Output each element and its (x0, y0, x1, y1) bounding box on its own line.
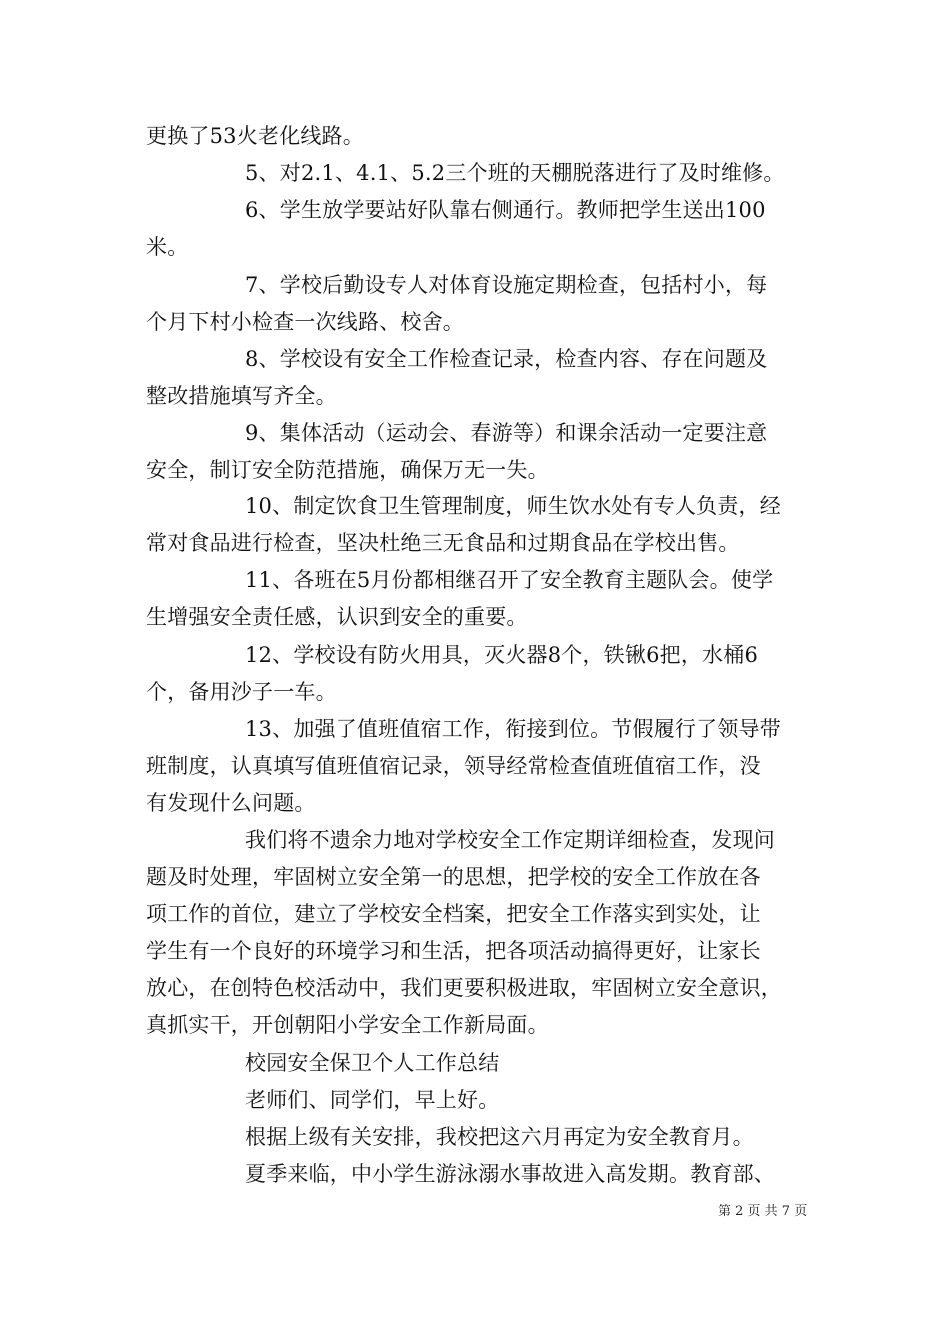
text-line: 8、学校设有安全工作检查记录，检查内容、存在问题及 (245, 347, 768, 371)
page-number: 第 2 页 共 7 页 (718, 1204, 808, 1219)
text-line: 9、集体活动（运动会、春游等）和课余活动一定要注意 (245, 421, 768, 445)
text-line: 项工作的首位，建立了学校安全档案，把安全工作落实到实处，让 (146, 902, 761, 926)
text-line: 6、学生放学要站好队靠右侧通行。教师把学生送出100 (245, 198, 766, 222)
text-line: 7、学校后勤设专人对体育设施定期检查，包括村小，每 (245, 273, 768, 297)
text-line: 12、学校设有防火用具，灭火器8个，铁锹6把，水桶6 (245, 643, 759, 667)
text-line: 根据上级有关安排，我校把这六月再定为安全教育月。 (245, 1125, 754, 1149)
text-line: 生增强安全责任感，认识到安全的重要。 (146, 605, 528, 629)
text-line: 我们将不遗余力地对学校安全工作定期详细检查，发现问 (245, 828, 775, 852)
text-line: 常对食品进行检查，坚决杜绝三无食品和过期食品在学校出售。 (146, 531, 740, 555)
text-line: 个，备用沙子一车。 (146, 680, 337, 704)
text-line: 放心，在创特色校活动中，我们更要积极进取，牢固树立安全意识， (146, 976, 782, 1000)
section-heading: 校园安全保卫个人工作总结 (245, 1051, 500, 1075)
text-line: 5、对2.1、4.1、5.2三个班的天棚脱落进行了及时维修。 (245, 161, 785, 185)
text-line: 有发现什么问题。 (146, 791, 316, 815)
text-line: 夏季来临，中小学生游泳溺水事故进入高发期。教育部、 (245, 1162, 775, 1186)
text-line: 整改措施填写齐全。 (146, 384, 337, 408)
text-line: 真抓实干，开创朝阳小学安全工作新局面。 (146, 1013, 549, 1037)
text-line: 学生有一个良好的环境学习和生活，把各项活动搞得更好，让家长 (146, 939, 761, 963)
text-line: 更换了53火老化线路。 (146, 124, 364, 148)
text-line: 班制度，认真填写值班值宿记录，领导经常检查值班值宿工作，没 (146, 754, 761, 778)
text-line: 安全，制订安全防范措施，确保万无一失。 (146, 458, 549, 482)
text-line: 个月下村小检查一次线路、校舍。 (146, 310, 464, 334)
text-line: 11、各班在5月份都相继召开了安全教育主题队会。使学 (245, 568, 774, 592)
text-line: 10、制定饮食卫生管理制度，师生饮水处有专人负责，经 (245, 494, 781, 518)
text-line: 米。 (146, 235, 189, 259)
text-line: 老师们、同学们，早上好。 (245, 1088, 500, 1112)
text-line: 13、加强了值班值宿工作，衔接到位。节假履行了领导带 (245, 717, 781, 741)
text-line: 题及时处理，牢固树立安全第一的思想，把学校的安全工作放在各 (146, 865, 761, 889)
